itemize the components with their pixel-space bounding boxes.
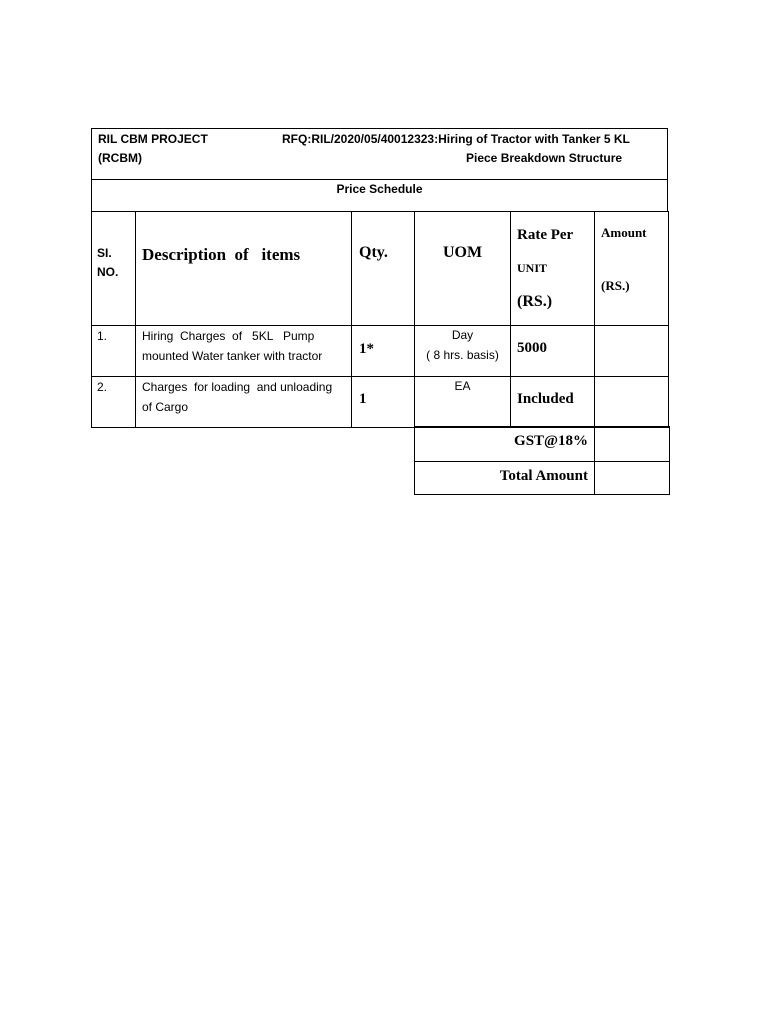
table-header-row: [92, 212, 669, 326]
row-qty: 1*: [352, 326, 415, 377]
gst-label: GST@18%: [415, 427, 595, 462]
column-header-description: Description of items: [136, 212, 352, 326]
row-description: Charges for loading and unloading of Cargo: [136, 377, 352, 428]
project-code: (RCBM): [98, 151, 142, 165]
rfq-reference: RFQ:RIL/2020/05/40012323:Hiring of Tractor with Tanker 5 KL: [282, 132, 630, 146]
row-rate: Included: [511, 377, 595, 428]
total-amount-label: Total Amount: [415, 462, 595, 495]
structure-label: Piece Breakdown Structure: [466, 151, 623, 165]
project-name: RIL CBM PROJECT: [98, 132, 208, 146]
totals-table: [414, 426, 670, 495]
row-sl: 1.: [92, 326, 136, 377]
document-header: [91, 128, 668, 180]
row-qty: 1: [352, 377, 415, 428]
row-description: Hiring Charges of 5KL Pump mounted Water tanker with tractor: [136, 326, 352, 377]
row-sl: 2.: [92, 377, 136, 428]
column-header-sl: SI. NO.: [92, 212, 136, 326]
table-row: [92, 377, 669, 428]
total-row: [415, 462, 670, 495]
table-row: [92, 326, 669, 377]
row-uom: EA: [415, 377, 511, 428]
row-rate: 5000: [511, 326, 595, 377]
gst-row: [415, 427, 670, 462]
row-uom: Day ( 8 hrs. basis): [415, 326, 511, 377]
total-amount-value: [595, 462, 670, 495]
column-header-amount: Amount (RS.): [595, 212, 669, 326]
gst-value: [595, 427, 670, 462]
schedule-title: Price Schedule: [91, 180, 668, 212]
row-amount: [595, 377, 669, 428]
price-table: [91, 211, 669, 428]
column-header-uom: UOM: [415, 212, 511, 326]
row-amount: [595, 326, 669, 377]
column-header-rate: Rate Per UNIT (RS.): [511, 212, 595, 326]
column-header-qty: Qty.: [352, 212, 415, 326]
